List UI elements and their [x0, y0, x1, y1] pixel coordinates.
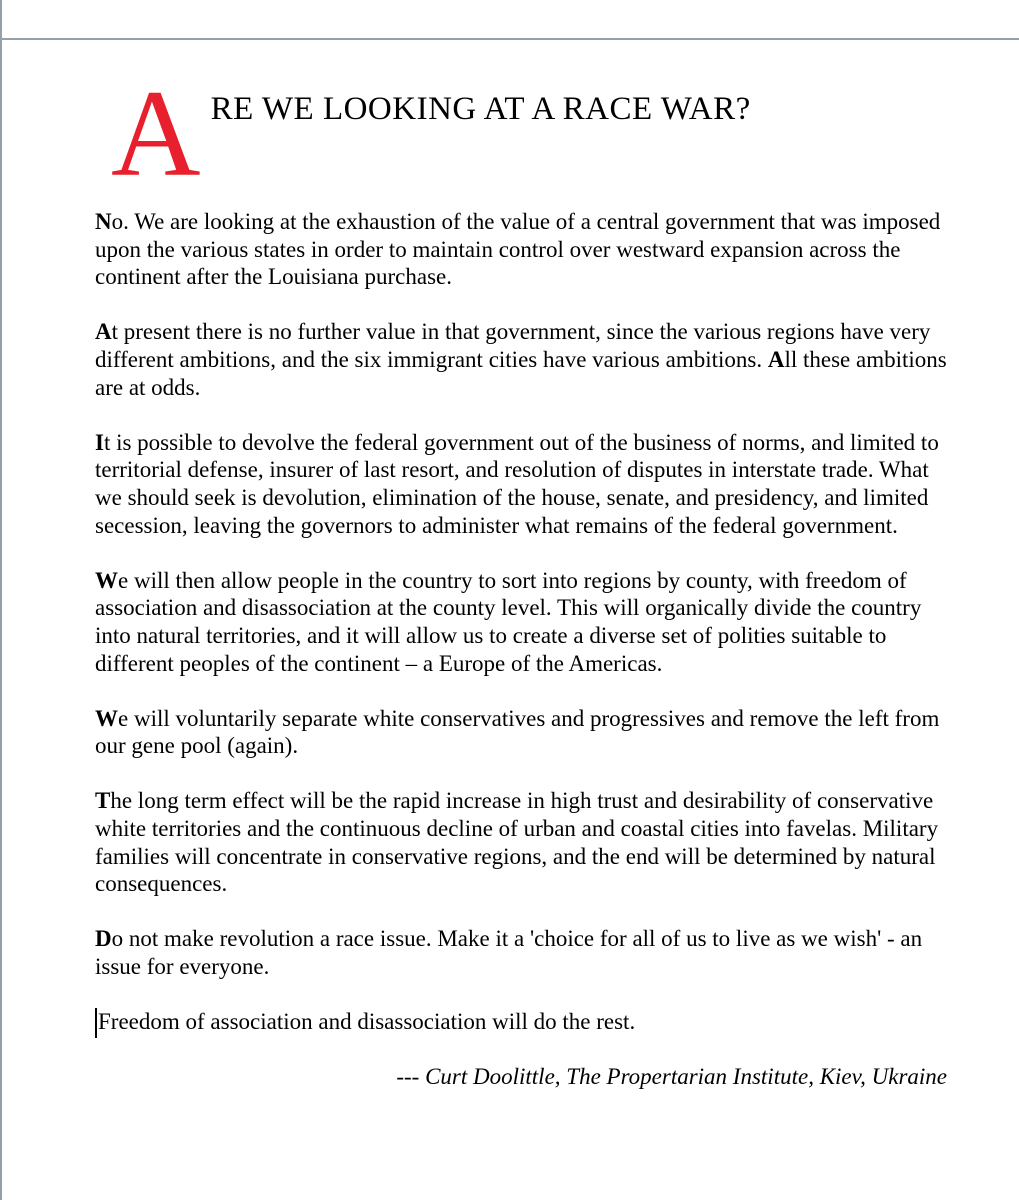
page-title [95, 65, 947, 202]
paragraph-list [95, 208, 947, 1036]
bold-lead-letter: T [95, 788, 111, 814]
left-frame-line [0, 0, 2, 1200]
bold-lead-letter: A [95, 319, 112, 345]
attribution-line: --- Curt Doolittle, The Propertarian Institute, Kiev, Ukraine [396, 1064, 947, 1090]
bold-lead-letter: N [95, 209, 112, 234]
article [95, 65, 947, 1091]
body-text: o not make revolution a race issue. Make it a 'choice for all of us to live as we wish' - an issue for everyone. [95, 926, 923, 980]
bold-lead-letter: W [95, 705, 118, 731]
body-text: t present there is no further value in that government, since the various regions have very different ambitions, and the six immigrant cities have various ambitions. [95, 319, 931, 372]
paragraph [95, 787, 947, 897]
body-text: o. We are looking at the exhaustion of the value of a central government that was imposed upon the various states in order to maintain control over westward expansion across the continent after the Louisiana purchase. [95, 209, 941, 290]
paragraph [95, 429, 947, 539]
body-text: t is possible to devolve the federal government out of the business of norms, and limited to territorial defense, insurer of last resort, and resolution of disputes in interstate trade. What we should seek is devolution, elimination of the house, senate, and presidency, and limited secession, leaving the governors to administer what remains of the federal government. [95, 429, 939, 538]
body-text: e will voluntarily separate white conservatives and progressives and remove the left from our gene pool (again). [95, 705, 940, 759]
bold-lead-letter: A [767, 346, 785, 372]
drop-cap: A [111, 65, 201, 202]
page-title-text: RE WE LOOKING AT A RACE WAR? [210, 91, 751, 127]
text-cursor [95, 1008, 97, 1038]
bold-lead-letter: I [95, 429, 104, 455]
paragraph [95, 208, 947, 291]
bold-lead-letter: D [95, 926, 112, 952]
paragraph [95, 567, 947, 677]
top-frame-line [0, 38, 1019, 40]
body-text: ll these ambitions are at odds. [95, 346, 947, 400]
body-text: e will then allow people in the country to sort into regions by county, with freedom of association and disassociation at the county level. This will organically divide the country into natural territories, and it will allow us to create a diverse set of polities suitable to different peoples of the continent – a Europe of the Americas. [95, 567, 922, 676]
bold-lead-letter: W [95, 567, 118, 593]
paragraph [95, 925, 947, 980]
paragraph [95, 318, 947, 401]
paragraph [95, 1008, 947, 1036]
body-text: Freedom of association and disassociation will do the rest. [98, 1009, 636, 1035]
paragraph [95, 705, 947, 760]
body-text: he long term effect will be the rapid increase in high trust and desirability of conservative white territories and the continuous decline of urban and coastal cities into favelas. Military families will concentrate in conservative regions, and the end will be determined by natural consequences. [95, 788, 939, 897]
